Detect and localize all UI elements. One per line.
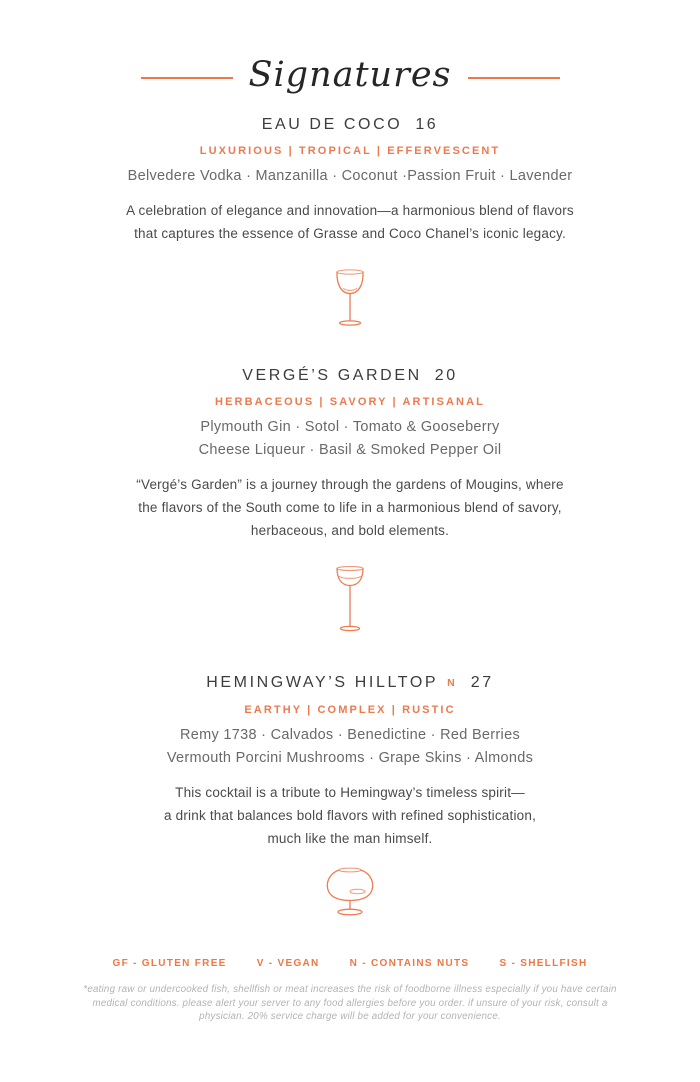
dietary-legend xyxy=(0,958,700,969)
cocktail-description xyxy=(0,199,700,245)
ingredient-line: Plymouth Gin · Sotol · Tomato & Gooseberry xyxy=(200,419,500,435)
cocktail-verges-garden xyxy=(0,365,700,638)
cocktail-descriptors: EARTHY | COMPLEX | RUSTIC xyxy=(244,704,456,716)
cocktail-price: 27 xyxy=(470,674,494,691)
cocktail-hemingways-hilltop xyxy=(0,672,700,922)
cocktail-ingredients xyxy=(0,724,700,770)
ingredient-line: Vermouth Porcini Mushrooms · Grape Skins · Almonds xyxy=(166,750,534,766)
disclaimer-line: physician. 20% service charge will be added for your convenience. xyxy=(199,1011,501,1022)
ingredient-line: Cheese Liqueur · Basil & Smoked Pepper Oil xyxy=(198,442,502,458)
cocktail-description xyxy=(0,781,700,850)
ingredient-line: Remy 1738 · Calvados · Benedictine · Red Berries xyxy=(180,727,520,743)
contains-nuts-badge: N xyxy=(447,677,456,689)
snifter-glass-icon xyxy=(0,866,700,922)
cocktail-eau-de-coco xyxy=(0,114,700,331)
cocktail-name: HEMINGWAY’S HILLTOP xyxy=(206,674,439,691)
cocktail-name-row xyxy=(0,114,700,136)
coupe-glass-icon xyxy=(0,564,700,638)
cocktail-descriptors: LUXURIOUS | TROPICAL | EFFERVESCENT xyxy=(199,145,501,157)
title-rule-right xyxy=(468,77,560,79)
title-rule-left xyxy=(141,77,233,79)
page-title: Signatures xyxy=(248,55,452,95)
cocktail-description xyxy=(0,473,700,542)
legend-gluten-free: GF - GLUTEN FREE xyxy=(112,958,227,969)
legend-shellfish: S - SHELLFISH xyxy=(499,958,588,969)
description-line: A celebration of elegance and innovation—a harmonious blend of flavors xyxy=(126,203,574,218)
menu-title-row xyxy=(0,0,700,98)
ingredient-line: Belvedere Vodka · Manzanilla · Coconut ·Passion Fruit · Lavender xyxy=(127,168,573,184)
wine-glass-icon xyxy=(0,267,700,331)
health-disclaimer xyxy=(0,983,700,1024)
disclaimer-line: medical conditions. please alert your server to any food allergies before you order. if unsure of your risk, consult a xyxy=(92,997,608,1009)
description-line: This cocktail is a tribute to Hemingway’s timeless spirit— xyxy=(175,785,525,800)
description-line: the flavors of the South come to life in a harmonious blend of savory, xyxy=(138,500,562,515)
description-line: that captures the essence of Grasse and Coco Chanel’s iconic legacy. xyxy=(134,226,566,241)
cocktail-ingredients xyxy=(0,416,700,462)
cocktail-name-row xyxy=(0,672,700,695)
cocktail-price: 20 xyxy=(434,367,458,384)
description-line: a drink that balances bold flavors with refined sophistication, xyxy=(163,808,537,823)
description-line: herbaceous, and bold elements. xyxy=(250,523,450,538)
menu-footer xyxy=(0,958,700,1024)
legend-vegan: V - VEGAN xyxy=(256,958,320,969)
cocktail-name-row xyxy=(0,365,700,387)
cocktail-ingredients xyxy=(0,165,700,188)
legend-contains-nuts: N - CONTAINS NUTS xyxy=(349,958,470,969)
cocktail-price: 16 xyxy=(415,116,439,133)
description-line: much like the man himself. xyxy=(267,831,433,846)
description-line: “Vergé’s Garden” is a journey through the gardens of Mougins, where xyxy=(136,477,564,492)
disclaimer-line: *eating raw or undercooked fish, shellfish or meat increases the risk of foodborne illness especially if you have certain xyxy=(83,984,617,995)
cocktail-descriptors: HERBACEOUS | SAVORY | ARTISANAL xyxy=(215,396,485,408)
cocktail-name: EAU DE COCO xyxy=(261,116,403,133)
cocktail-name: VERGÉ’S GARDEN xyxy=(242,367,422,384)
